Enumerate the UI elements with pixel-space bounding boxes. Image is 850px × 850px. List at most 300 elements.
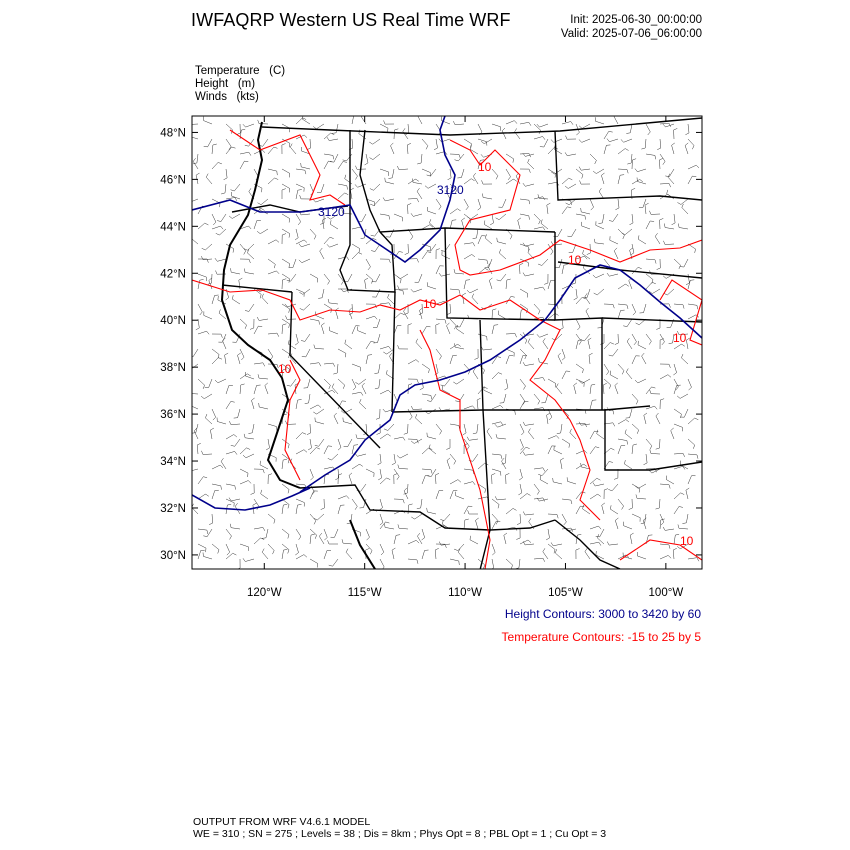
wind-barb	[492, 124, 501, 131]
wind-barb	[583, 250, 590, 259]
wind-barb	[198, 550, 205, 559]
wind-barb	[282, 504, 287, 514]
wind-barb	[380, 124, 388, 132]
wind-barb	[543, 338, 548, 349]
wind-barb	[646, 282, 656, 289]
wind-barb	[548, 280, 555, 289]
wind-barb	[618, 310, 625, 319]
wind-barb	[682, 204, 688, 214]
wind-barb	[243, 454, 254, 458]
wind-barb	[329, 559, 338, 566]
wind-barb	[660, 183, 671, 187]
wind-barb	[673, 364, 676, 375]
wind-barb	[674, 534, 679, 544]
wind-barb	[226, 544, 230, 555]
wind-barb	[296, 214, 301, 225]
wind-barb	[453, 121, 464, 125]
wind-barb	[599, 188, 604, 199]
wind-barb	[685, 124, 689, 135]
wind-barb	[478, 259, 488, 264]
wind-barb	[231, 268, 241, 274]
wind-barb	[609, 214, 618, 221]
wind-barb	[594, 289, 604, 295]
wind-barb	[688, 165, 699, 169]
wind-barb	[262, 529, 268, 538]
wind-barb	[422, 252, 431, 259]
wind-barb	[495, 496, 506, 500]
wind-barb	[614, 113, 618, 124]
wind-barb	[590, 526, 601, 529]
wind-barb	[398, 524, 408, 529]
wind-barb	[593, 274, 604, 278]
wind-barb	[237, 124, 241, 135]
wind-barb	[352, 392, 363, 395]
wind-barb	[464, 406, 475, 409]
temperature-contour	[230, 130, 345, 205]
init-time: Init: 2025-06-30_00:00:00	[570, 14, 702, 26]
wind-barb	[422, 139, 428, 149]
wind-barb	[349, 304, 353, 315]
wind-barb	[680, 259, 688, 267]
wind-barb	[226, 435, 237, 440]
wind-barb	[565, 152, 576, 155]
wind-barb	[462, 218, 465, 229]
wind-barb	[282, 184, 290, 192]
wind-barb	[260, 461, 268, 469]
wind-barb	[324, 133, 334, 139]
variable-height: Height (m)	[195, 78, 256, 90]
wind-barb	[580, 180, 591, 184]
wind-barb	[534, 287, 545, 290]
wind-barb	[528, 429, 534, 440]
wind-barb	[473, 173, 478, 184]
wind-barb	[365, 278, 368, 289]
wind-barb	[324, 363, 335, 367]
wind-barb	[567, 229, 576, 237]
wind-barb	[198, 279, 204, 289]
wind-barb	[547, 413, 551, 424]
wind-barb	[265, 383, 268, 394]
footer-settings: WE = 310 ; SN = 275 ; Levels = 38 ; Dis = 8km ; Phys Opt = 8 ; PBL Opt = 1 ; Cu Opt = 3	[193, 828, 607, 840]
wind-barb	[609, 349, 618, 356]
wind-barb	[646, 334, 651, 345]
wind-barb	[644, 413, 647, 424]
wind-barb	[506, 473, 510, 484]
wind-barb	[534, 558, 545, 562]
wind-barb	[436, 349, 442, 360]
wind-barb	[492, 325, 498, 334]
wind-barb	[534, 394, 540, 404]
wind-barb	[338, 496, 349, 499]
wind-barb	[607, 139, 618, 142]
temperature-label: 10	[278, 362, 292, 376]
wind-barb	[450, 319, 456, 329]
wind-barb	[350, 188, 353, 199]
wind-barb	[415, 274, 422, 282]
wind-barb	[416, 339, 422, 349]
wind-barb	[534, 378, 545, 381]
wind-barb	[518, 484, 521, 495]
wind-barb	[192, 504, 198, 514]
height-contour	[192, 488, 310, 510]
wind-barb	[324, 446, 332, 454]
wind-barb	[392, 548, 395, 559]
wind-barb	[268, 271, 279, 274]
wind-barb	[660, 399, 664, 409]
wind-barb	[548, 169, 556, 178]
wind-barb	[394, 129, 398, 139]
wind-barb	[520, 494, 531, 500]
wind-barb	[212, 226, 223, 229]
wind-barb	[453, 379, 464, 384]
wind-barb	[590, 400, 596, 409]
wind-barb	[268, 424, 277, 431]
wind-barb	[601, 173, 604, 184]
wind-barb	[562, 122, 573, 125]
wind-barb	[299, 244, 310, 247]
wind-barb	[229, 421, 240, 425]
wind-barb	[602, 503, 605, 514]
wind-barb	[190, 401, 198, 409]
wind-barb	[427, 508, 436, 514]
wind-barb	[631, 244, 634, 255]
wind-barb	[268, 178, 278, 184]
wind-barb	[674, 379, 678, 390]
wind-barb	[204, 139, 212, 147]
wind-barb	[372, 274, 380, 282]
wind-barb	[464, 254, 475, 259]
wind-barb	[247, 249, 254, 259]
wind-barb	[485, 234, 492, 244]
wind-barb	[427, 282, 436, 289]
temperature-label: 10	[568, 253, 582, 267]
lat-tick-label: 40°N	[160, 315, 186, 328]
wind-barb	[422, 529, 425, 540]
wind-barb	[362, 383, 366, 394]
wind-barb	[408, 540, 419, 544]
wind-barb	[685, 143, 688, 154]
wind-barb	[665, 169, 674, 177]
wind-barb	[366, 259, 371, 270]
nv-ca-border	[290, 292, 380, 448]
wind-barb	[447, 458, 450, 469]
wind-barb	[668, 174, 674, 184]
wind-barb	[435, 473, 439, 484]
footer-model: OUTPUT FROM WRF V4.6.1 MODEL	[193, 816, 371, 828]
wind-barb	[688, 558, 699, 562]
wind-barb	[429, 445, 436, 454]
wind-barb	[520, 199, 530, 204]
wind-barb	[216, 229, 226, 235]
wind-barb	[506, 279, 511, 289]
wind-barb	[408, 203, 412, 214]
wind-barb	[352, 364, 360, 371]
wind-barb	[498, 199, 506, 207]
wind-barb	[528, 339, 534, 349]
wind-barb	[537, 124, 548, 127]
wind-barb	[688, 304, 698, 309]
wind-barb	[254, 326, 262, 334]
wind-barb	[386, 229, 394, 237]
wind-barb	[408, 324, 412, 334]
wind-barb	[660, 555, 671, 559]
wind-barb	[198, 529, 208, 534]
wind-barb	[520, 309, 525, 319]
wind-barb	[417, 499, 422, 509]
wind-barb	[427, 244, 436, 251]
wind-barb	[450, 559, 459, 565]
wind-barb	[380, 214, 390, 220]
wind-barb	[597, 430, 604, 439]
wind-barb	[520, 540, 531, 544]
valid-time: Valid: 2025-07-06_06:00:00	[560, 28, 702, 40]
wind-barb	[287, 379, 296, 386]
wind-barb	[632, 424, 639, 434]
wind-barb	[464, 179, 475, 184]
wind-barb	[632, 514, 640, 522]
wind-barb	[212, 334, 222, 338]
wind-barb	[492, 469, 501, 476]
wind-barb	[300, 195, 310, 199]
wind-barb	[282, 324, 286, 334]
wind-barb	[470, 536, 478, 544]
wind-barb	[579, 139, 590, 142]
wind-barb	[338, 193, 348, 199]
wind-barb	[257, 317, 268, 321]
wind-barb	[408, 199, 419, 203]
wind-barb	[632, 356, 640, 364]
wind-barb	[642, 353, 646, 364]
wind-barb	[268, 240, 279, 244]
wind-barb	[681, 354, 688, 364]
wind-barb	[603, 383, 607, 394]
wind-barb	[315, 439, 324, 446]
temperature-label: 10	[673, 331, 687, 345]
wind-barb	[212, 484, 222, 490]
wind-barb	[411, 213, 422, 216]
wind-barb	[370, 199, 380, 206]
wind-barb	[538, 259, 548, 266]
wind-barb	[506, 508, 517, 514]
wind-barb	[328, 540, 339, 544]
wind-barb	[649, 211, 660, 215]
wind-barb	[427, 169, 436, 176]
wind-barb	[361, 113, 366, 124]
wind-barb	[492, 544, 495, 555]
wind-barb	[317, 184, 324, 193]
wind-barb	[254, 220, 261, 229]
wind-barb	[492, 309, 496, 319]
wind-barb	[439, 139, 450, 142]
wind-barb	[282, 529, 289, 539]
wind-barb	[336, 308, 339, 319]
wind-barb	[197, 443, 201, 454]
wind-barb	[450, 355, 457, 364]
wind-barb	[408, 409, 412, 420]
mexico-border	[300, 485, 555, 530]
wind-barb	[224, 169, 228, 180]
wind-barb	[328, 299, 338, 304]
wind-barb	[366, 544, 372, 554]
wind-barb	[490, 559, 493, 570]
wind-barb	[324, 274, 330, 285]
wind-barb	[473, 229, 478, 239]
wind-barb	[210, 428, 214, 439]
wind-barb	[254, 538, 264, 544]
wind-barb	[646, 154, 656, 159]
wind-barb	[660, 375, 671, 379]
wind-barb	[555, 259, 562, 268]
wind-barb	[520, 439, 524, 450]
wind-barb	[610, 371, 618, 379]
wind-barb	[285, 421, 296, 425]
wind-barb	[397, 166, 408, 170]
wind-barb	[657, 139, 661, 150]
wind-barb	[231, 184, 241, 191]
wind-barb	[261, 490, 268, 499]
wind-barb	[248, 424, 254, 434]
wind-barb	[558, 353, 562, 364]
wind-barb	[467, 289, 478, 293]
wind-barb	[677, 199, 688, 205]
wind-barb	[666, 476, 674, 484]
wind-barb	[198, 544, 206, 552]
wind-barb	[258, 120, 268, 124]
wind-barb	[320, 248, 324, 259]
wind-barb	[464, 482, 475, 485]
wind-barb	[302, 115, 310, 124]
model-footer	[193, 816, 606, 840]
wind-barb	[388, 169, 394, 179]
wind-barb	[450, 454, 456, 464]
wind-barb	[574, 289, 578, 300]
wind-barb	[313, 124, 324, 129]
wind-barb	[523, 512, 534, 516]
wind-barb	[282, 214, 290, 223]
wind-barb	[474, 349, 478, 360]
wind-barb	[520, 394, 525, 405]
wind-barb	[618, 446, 625, 455]
wind-barb	[232, 295, 240, 304]
wind-barb	[324, 550, 331, 559]
temperature-label: 10	[423, 297, 437, 311]
wind-barb	[523, 362, 534, 365]
wind-barb	[674, 385, 681, 394]
wind-barb	[310, 319, 320, 325]
wind-barb	[296, 450, 307, 454]
wind-barb	[450, 491, 457, 499]
wind-barb	[208, 274, 212, 284]
wind-barb	[588, 338, 591, 349]
temperature-label: 10	[478, 160, 492, 174]
wind-barb	[678, 525, 688, 530]
wind-barb	[240, 481, 251, 485]
wind-barb	[500, 394, 506, 403]
wind-barb	[450, 344, 461, 349]
wind-barb	[482, 180, 493, 184]
wind-barb	[372, 289, 380, 297]
wind-barb	[627, 338, 632, 349]
wind-barb	[422, 469, 432, 474]
wind-barb	[412, 179, 422, 185]
wind-barb	[436, 249, 440, 259]
wind-barb	[282, 144, 286, 155]
wind-barb	[485, 259, 492, 267]
wind-barb	[398, 286, 409, 290]
wind-barb	[677, 394, 688, 398]
wind-barb	[574, 383, 577, 394]
wind-barb	[404, 424, 408, 434]
wind-barb	[660, 364, 670, 368]
wind-barb	[394, 535, 400, 544]
wind-barb	[581, 208, 590, 214]
wind-barb	[594, 239, 604, 244]
wind-barb	[310, 405, 321, 409]
wind-barb	[236, 559, 240, 570]
wind-barb	[380, 434, 391, 439]
dakota-border	[555, 131, 702, 200]
height-contour	[192, 116, 455, 262]
wind-barb	[560, 458, 563, 469]
wind-barb	[338, 439, 341, 450]
wind-barb	[324, 161, 332, 169]
contour-labels	[278, 160, 694, 548]
wind-barb	[268, 147, 278, 154]
wind-barb	[478, 236, 486, 244]
wind-barb	[680, 409, 688, 417]
wind-barb	[523, 273, 534, 276]
height-label: 3120	[318, 205, 345, 219]
wind-barb	[366, 341, 375, 349]
wind-barb	[307, 424, 311, 435]
wind-barb	[674, 453, 685, 457]
wind-barb	[296, 555, 307, 559]
plot-title: IWFAQRP Western US Real Time WRF	[191, 10, 511, 30]
wind-barb	[478, 199, 481, 210]
wind-barb	[282, 189, 286, 199]
wind-barb	[296, 504, 302, 514]
wind-barb	[188, 390, 198, 394]
wind-barb	[615, 199, 619, 210]
wind-barb	[497, 274, 506, 281]
wind-barb	[518, 218, 521, 229]
wind-barb	[408, 360, 419, 364]
wind-barb	[295, 544, 298, 555]
wind-barb	[450, 480, 461, 484]
wind-barb	[673, 548, 677, 559]
wind-barb	[296, 529, 301, 540]
wind-barb	[342, 539, 352, 544]
wind-barb	[632, 334, 637, 345]
wind-barb	[356, 434, 366, 439]
wind-barb	[487, 428, 492, 439]
wind-barb	[604, 304, 614, 308]
wind-barb	[417, 154, 422, 164]
wind-barb	[520, 289, 528, 298]
wind-barb	[498, 311, 506, 319]
wind-barb	[604, 145, 610, 154]
wind-barb	[358, 214, 366, 222]
wind-barb	[319, 533, 324, 544]
wind-barb	[212, 409, 216, 420]
wind-barb	[380, 346, 391, 349]
wind-barb	[674, 493, 684, 499]
wind-barb	[638, 235, 646, 244]
wind-barb	[391, 143, 395, 154]
wind-barb	[548, 514, 558, 518]
wind-barb	[645, 203, 649, 214]
wind-barb	[688, 244, 696, 253]
